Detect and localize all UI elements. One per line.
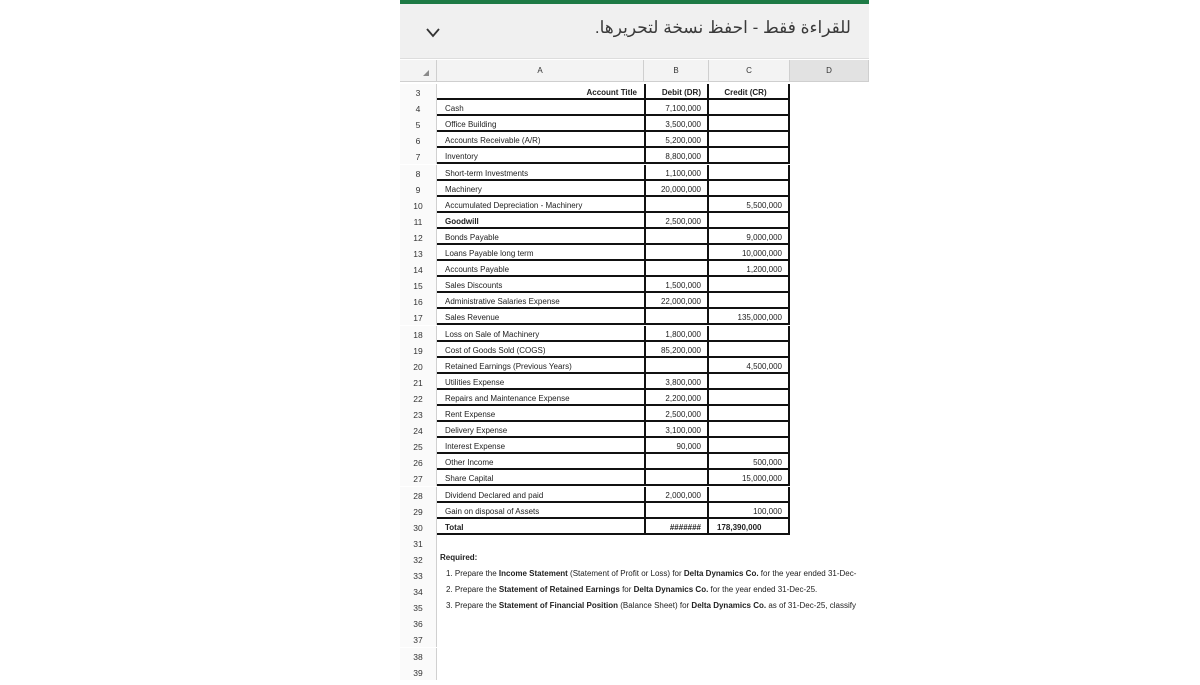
row-number[interactable]: 14: [400, 261, 437, 277]
cell-account[interactable]: Repairs and Maintenance Expense: [437, 390, 644, 406]
cell-account[interactable]: Accounts Receivable (A/R): [437, 132, 644, 148]
cell-credit[interactable]: [709, 116, 790, 132]
instruction-text: 2. Prepare the: [446, 585, 499, 595]
row-number[interactable]: 13: [400, 245, 437, 261]
instruction-company: Delta Dynamics Co.: [633, 585, 709, 595]
sheet-row: [400, 599, 869, 615]
cell-credit[interactable]: [709, 438, 790, 454]
cell-account[interactable]: Inventory: [437, 148, 644, 164]
required-heading[interactable]: Required:: [440, 552, 478, 562]
sheet-row: [400, 406, 869, 422]
cell-debit[interactable]: [644, 454, 709, 470]
cell-total-debit[interactable]: #######: [644, 519, 709, 535]
cell-credit[interactable]: [709, 374, 790, 390]
cell-account[interactable]: Interest Expense: [437, 438, 644, 454]
chevron-down-icon[interactable]: [422, 22, 444, 44]
row-number[interactable]: 39: [400, 664, 437, 680]
sheet-row: [400, 100, 869, 116]
cell-account[interactable]: Loans Payable long term: [437, 245, 644, 261]
cell-account[interactable]: Sales Revenue: [437, 309, 644, 325]
cell-credit[interactable]: [709, 326, 790, 342]
row-number[interactable]: 28: [400, 487, 437, 503]
cell-debit[interactable]: 5,200,000: [644, 132, 709, 148]
cell-debit[interactable]: 85,200,000: [644, 342, 709, 358]
cell-account[interactable]: Short-term Investments: [437, 165, 644, 181]
sheet-row: [400, 422, 869, 438]
sheet-row: [400, 293, 869, 309]
sheet-row: [400, 132, 869, 148]
instruction-statement: Income Statement: [498, 569, 568, 578]
cell-debit[interactable]: 1,800,000: [644, 326, 709, 342]
sheet-row: [400, 583, 869, 599]
cell-debit[interactable]: 3,500,000: [644, 116, 709, 132]
row-number[interactable]: 11: [400, 213, 437, 229]
sheet-row: [400, 470, 869, 486]
sheet-row: [400, 567, 869, 583]
sheet-row: [400, 181, 869, 197]
cell-credit[interactable]: [709, 100, 790, 116]
cell-debit[interactable]: [644, 197, 709, 213]
cell-account[interactable]: Cost of Goods Sold (COGS): [437, 342, 644, 358]
instruction-text: for the year ended 31-Dec-25.: [708, 585, 818, 595]
sheet-row: [400, 374, 869, 390]
sheet-row: [400, 648, 869, 664]
sheet-row: [400, 519, 869, 535]
column-header-b[interactable]: B: [644, 60, 709, 82]
cell-debit[interactable]: 3,800,000: [644, 374, 709, 390]
sheet-row: [400, 309, 869, 325]
sheet-row: [400, 358, 869, 374]
instruction-text: (Statement of Profit or Loss) for: [567, 569, 684, 578]
cell-debit[interactable]: [644, 245, 709, 261]
cell-debit[interactable]: [644, 358, 709, 374]
required-instruction[interactable]: [446, 569, 856, 578]
row-number[interactable]: 26: [400, 454, 437, 470]
cell-account[interactable]: Accounts Payable: [437, 261, 644, 277]
row-number[interactable]: 24: [400, 422, 437, 438]
cell-debit[interactable]: [644, 261, 709, 277]
cell-account[interactable]: Retained Earnings (Previous Years): [437, 358, 644, 374]
cell-total-credit[interactable]: 178,390,000: [709, 519, 790, 535]
instruction-statement: Statement of Financial Position: [498, 601, 619, 611]
row-number[interactable]: 23: [400, 406, 437, 422]
cell-account[interactable]: Dividend Declared and paid: [437, 487, 644, 503]
cell-credit[interactable]: [709, 132, 790, 148]
row-number[interactable]: 8: [400, 165, 437, 181]
cell-account[interactable]: Accumulated Depreciation - Machinery: [437, 197, 644, 213]
cell-account[interactable]: Utilities Expense: [437, 374, 644, 390]
sheet-row: [400, 390, 869, 406]
instruction-text: as of 31-Dec-25, classify: [766, 601, 856, 611]
sheet-row: [400, 342, 869, 358]
cell-debit[interactable]: 90,000: [644, 438, 709, 454]
sheet-row: [400, 438, 869, 454]
sheet-row: [400, 84, 869, 100]
cell-account[interactable]: Delivery Expense: [437, 422, 644, 438]
required-instruction[interactable]: [446, 585, 817, 594]
cell-account[interactable]: Loss on Sale of Machinery: [437, 326, 644, 342]
row-number[interactable]: 22: [400, 390, 437, 406]
cell-credit[interactable]: 4,500,000: [709, 358, 790, 374]
cell-debit-header[interactable]: Debit (DR): [644, 84, 709, 100]
sheet-row: [400, 277, 869, 293]
cell-credit[interactable]: [709, 213, 790, 229]
sheet-row: [400, 487, 869, 503]
cell-debit[interactable]: 7,100,000: [644, 100, 709, 116]
required-instruction[interactable]: [446, 601, 856, 610]
instruction-text: (Balance Sheet) for: [618, 601, 692, 611]
row-number[interactable]: 34: [400, 583, 437, 599]
sheet-row: [400, 245, 869, 261]
cell-credit[interactable]: 1,200,000: [709, 261, 790, 277]
row-number[interactable]: 12: [400, 229, 437, 245]
row-number[interactable]: 25: [400, 438, 437, 454]
instruction-company: Delta Dynamics Co.: [691, 601, 767, 611]
column-header-a[interactable]: A: [437, 60, 644, 82]
cell-account[interactable]: Goodwill: [437, 213, 644, 229]
instruction-text: for the year ended 31-Dec-: [758, 569, 857, 578]
row-number[interactable]: 3: [400, 84, 437, 100]
row-number[interactable]: 33: [400, 567, 437, 583]
cell-credit[interactable]: [709, 422, 790, 438]
instruction-text: 1. Prepare the: [446, 569, 499, 578]
row-number[interactable]: 19: [400, 342, 437, 358]
cell-debit[interactable]: 2,200,000: [644, 390, 709, 406]
cell-credit[interactable]: [709, 390, 790, 406]
spreadsheet-app: [400, 0, 869, 685]
row-number[interactable]: 4: [400, 100, 437, 116]
sheet-row: [400, 165, 869, 181]
sheet-row: [400, 631, 869, 647]
row-number[interactable]: 17: [400, 309, 437, 325]
cell-account[interactable]: Bonds Payable: [437, 229, 644, 245]
cell-account[interactable]: Sales Discounts: [437, 277, 644, 293]
sheet-row: [400, 535, 869, 551]
row-number[interactable]: 32: [400, 551, 437, 567]
cell-credit[interactable]: [709, 148, 790, 164]
cell-account[interactable]: Rent Expense: [437, 406, 644, 422]
sheet-row: [400, 148, 869, 164]
select-all-icon: [423, 70, 429, 76]
sheet-row: [400, 503, 869, 519]
row-number[interactable]: 30: [400, 519, 437, 535]
cell-credit[interactable]: [709, 293, 790, 309]
row-number[interactable]: 6: [400, 132, 437, 148]
row-number[interactable]: 36: [400, 615, 437, 631]
row-number[interactable]: 9: [400, 181, 437, 197]
cell-credit[interactable]: 100,000: [709, 503, 790, 519]
cell-debit[interactable]: 22,000,000: [644, 293, 709, 309]
row-number[interactable]: 16: [400, 293, 437, 309]
instruction-company: Delta Dynamics Co.: [683, 569, 759, 578]
select-all-corner[interactable]: [400, 60, 437, 82]
sheet-row: [400, 664, 869, 680]
cell-debit[interactable]: [644, 309, 709, 325]
sheet-row: [400, 213, 869, 229]
sheet-row: [400, 261, 869, 277]
sheet-row: [400, 116, 869, 132]
cell-credit[interactable]: 9,000,000: [709, 229, 790, 245]
row-number[interactable]: 31: [400, 535, 437, 551]
row-number[interactable]: 15: [400, 277, 437, 293]
cell-debit[interactable]: 2,500,000: [644, 406, 709, 422]
row-number[interactable]: 37: [400, 631, 437, 647]
instruction-statement: Statement of Retained Earnings: [498, 585, 620, 595]
cell-credit[interactable]: 15,000,000: [709, 470, 790, 486]
cell-credit-header[interactable]: Credit (CR): [709, 84, 790, 100]
cell-debit[interactable]: [644, 229, 709, 245]
row-number[interactable]: 10: [400, 197, 437, 213]
column-header-d[interactable]: D: [790, 60, 869, 82]
cell-debit[interactable]: 1,500,000: [644, 277, 709, 293]
cell-credit[interactable]: 135,000,000: [709, 309, 790, 325]
sheet-row: [400, 615, 869, 631]
cell-credit[interactable]: [709, 406, 790, 422]
instruction-text: 3. Prepare the: [446, 601, 499, 611]
column-header-row: [400, 60, 869, 82]
cell-debit[interactable]: [644, 470, 709, 486]
column-header-c[interactable]: C: [709, 60, 790, 82]
cell-account[interactable]: Other Income: [437, 454, 644, 470]
instruction-text: for: [619, 585, 634, 595]
cell-credit[interactable]: [709, 277, 790, 293]
cell-debit[interactable]: 3,100,000: [644, 422, 709, 438]
read-only-message: للقراءة فقط - احفظ نسخة لتحريرها.: [594, 18, 851, 37]
cell-account[interactable]: Office Building: [437, 116, 644, 132]
sheet-row: [400, 229, 869, 245]
cell-credit[interactable]: 500,000: [709, 454, 790, 470]
sheet-row: [400, 326, 869, 342]
cell-account[interactable]: Machinery: [437, 181, 644, 197]
row-number[interactable]: 27: [400, 470, 437, 486]
row-number[interactable]: 20: [400, 358, 437, 374]
row-number[interactable]: 38: [400, 648, 437, 664]
cell-credit[interactable]: 10,000,000: [709, 245, 790, 261]
cell-debit[interactable]: [644, 503, 709, 519]
cell-debit[interactable]: 1,100,000: [644, 165, 709, 181]
read-only-banner-bar: [400, 4, 869, 59]
sheet-row: [400, 551, 869, 567]
worksheet-grid[interactable]: [400, 60, 869, 685]
cell-debit[interactable]: 2,000,000: [644, 487, 709, 503]
cell-debit[interactable]: 2,500,000: [644, 213, 709, 229]
cell-credit[interactable]: 5,500,000: [709, 197, 790, 213]
cell-total-label[interactable]: Total: [437, 519, 644, 535]
row-number[interactable]: 29: [400, 503, 437, 519]
cell-credit[interactable]: [709, 487, 790, 503]
row-number[interactable]: 18: [400, 326, 437, 342]
cell-credit[interactable]: [709, 181, 790, 197]
sheet-row: [400, 454, 869, 470]
row-number[interactable]: 5: [400, 116, 437, 132]
cell-credit[interactable]: [709, 165, 790, 181]
cell-account[interactable]: Administrative Salaries Expense: [437, 293, 644, 309]
row-number[interactable]: 21: [400, 374, 437, 390]
cell-credit[interactable]: [709, 342, 790, 358]
sheet-row: [400, 197, 869, 213]
row-number[interactable]: 35: [400, 599, 437, 615]
cell-account[interactable]: Gain on disposal of Assets: [437, 503, 644, 519]
cell-account[interactable]: Share Capital: [437, 470, 644, 486]
cell-debit[interactable]: 20,000,000: [644, 181, 709, 197]
cell-debit[interactable]: 8,800,000: [644, 148, 709, 164]
row-number[interactable]: 7: [400, 148, 437, 164]
cell-account-title-header[interactable]: Account Title: [437, 84, 644, 100]
cell-account[interactable]: Cash: [437, 100, 644, 116]
